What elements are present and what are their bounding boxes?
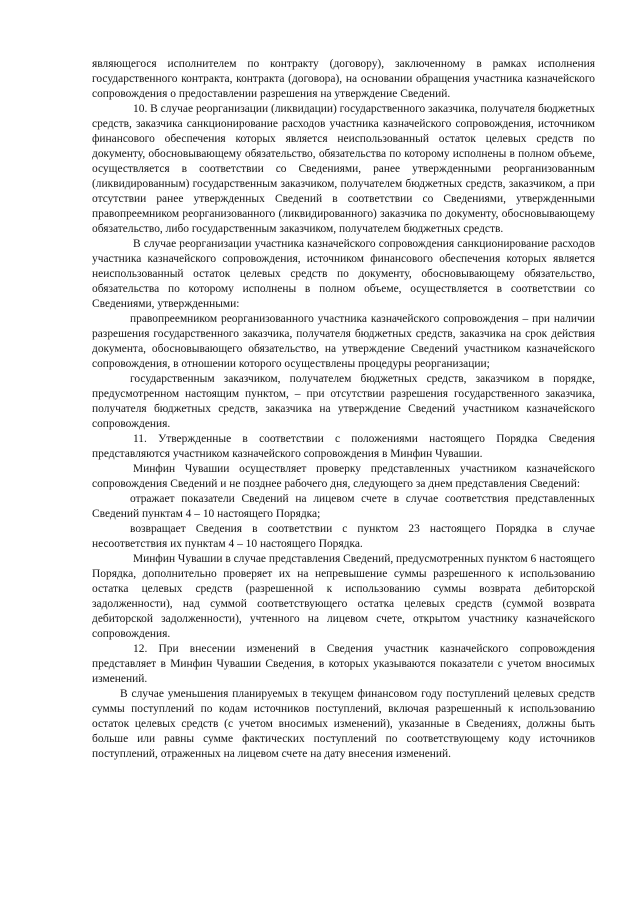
paragraph-state-customer: государственным заказчиком, получателем бюджетных средств, заказчиком в порядке, предусмотренном настоящим пунктом, – при отсутствии разрешения государственного заказчика, получателя бюджетных средств, заказчика на утверждение Сведений участником казначейского сопровождения.: [92, 373, 595, 430]
paragraph-item-10: 10. В случае реорганизации (ликвидации) государственного заказчика, получателя бюджетных средств, заказчика санкционирование расходов участника казначейского сопровождения, источником финансового обеспечения которых является неиспользованный остаток целевых средств по документу, обосновывающему обязательство, обязательства по которому исполнены в полном объеме, осуществляется в соответствии со Сведениями, ранее утвержденными реорганизованным (ликвидированным) государственным заказчиком, получателем бюджетных средств, заказчиком, а при отсутствии ранее утвержденных Сведений в соответствии со Сведениями, утвержденными правопреемником реорганизованного (ликвидированного) заказчика по документу, обосновывающему обязательство, либо государственным заказчиком, получателем бюджетных средств.: [92, 103, 595, 235]
paragraph-successor: правопреемником реорганизованного участника казначейского сопровождения – при наличии разрешения государственного заказчика, получателя бюджетных средств, заказчика на срок действия документа, обосновывающего обязательство, на утверждение Сведений участником казначейского сопровождения, в отношении которого осуществлены процедуры реорганизации;: [92, 313, 595, 370]
paragraph-item-12: 12. При внесении изменений в Сведения участник казначейского сопровождения представляет в Минфин Чувашии Сведения, в которых указываются показатели с учетом вносимых изменений.: [92, 643, 595, 685]
paragraph-minfin-check: Минфин Чувашии осуществляет проверку представленных участником казначейского сопровождения Сведений и не позднее рабочего дня, следующего за днем представления Сведений:: [92, 463, 595, 490]
paragraph-reflects: отражает показатели Сведений на лицевом счете в случае соответствия представленных Сведений пунктам 4 – 10 настоящего Порядка;: [92, 493, 595, 520]
paragraph-continuation: являющегося исполнителем по контракту (договору), заключенному в рамках исполнения государственного контракта, контракта (договора), на основании обращения участника казначейского сопровождения о предоставлении разрешения на утверждение Сведений.: [92, 58, 595, 100]
paragraph-minfin-additional-check: Минфин Чувашии в случае представления Сведений, предусмотренных пунктом 6 настоящего Порядка, дополнительно проверяет их на непревышение суммы разрешенного к использованию остатка целевых средств (разрешенной к использованию суммы возврата дебиторской задолженности), над суммой соответствующего остатка целевых средств (суммой возврата дебиторской задолженности), учтенного на лицевом счете, открытом участнику казначейского сопровождения.: [92, 553, 595, 640]
paragraph-item-11: 11. Утвержденные в соответствии с положениями настоящего Порядка Сведения представляются участником казначейского сопровождения в Минфин Чувашии.: [92, 433, 595, 460]
paragraph-decrease-case: В случае уменьшения планируемых в текущем финансовом году поступлений целевых средств суммы поступлений по кодам источников поступлений, включая разрешенный к использованию остаток целевых средств (с учетом вносимых изменений), указанные в Сведениях, должны быть больше или равны сумме фактических поступлений по соответствующему коду источников поступлений, отраженных на лицевом счете на дату внесения изменений.: [92, 688, 595, 760]
document-page: [92, 57, 595, 762]
paragraph-participant-reorganization: В случае реорганизации участника казначейского сопровождения санкционирование расходов участника казначейского сопровождения, источником финансового обеспечения которых является неиспользованный остаток целевых средств по документу, обосновывающему обязательство, обязательства по которому исполнены в полном объеме, осуществляется в соответствии со Сведениями, утвержденными:: [92, 238, 595, 310]
paragraph-returns: возвращает Сведения в соответствии с пунктом 23 настоящего Порядка в случае несоответствия их пунктам 4 – 10 настоящего Порядка.: [92, 523, 595, 550]
